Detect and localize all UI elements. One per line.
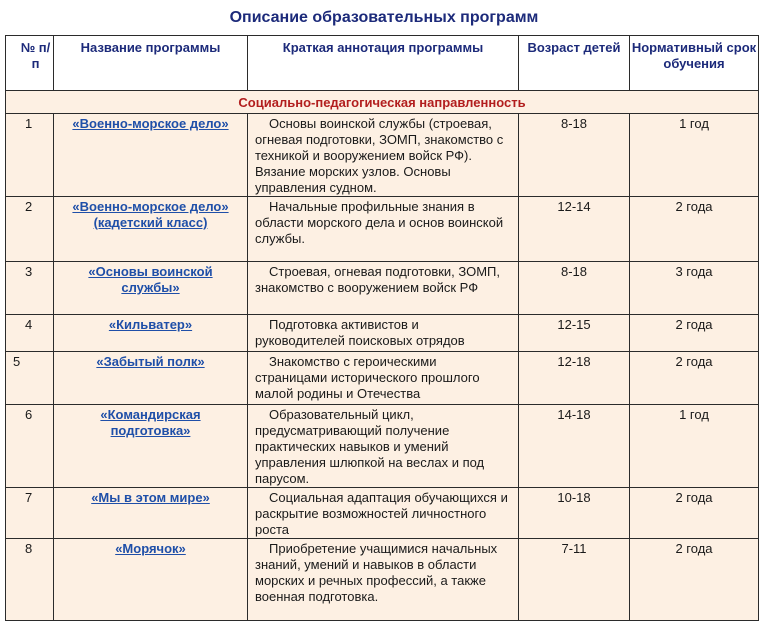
row-number: 5 [6,352,54,405]
table-row [6,262,759,315]
table-row [6,488,759,539]
program-link[interactable]: «Военно-морское дело» [72,116,229,131]
table-row [6,352,759,405]
program-link[interactable]: «Забытый полк» [96,354,205,369]
study-term: 1 год [630,114,759,197]
table-row [6,405,759,488]
row-number: 8 [6,539,54,621]
age-range: 12-14 [519,197,630,262]
section-title: Социально-педагогическая направленность [238,95,526,110]
age-range: 12-15 [519,315,630,352]
age-range: 12-18 [519,352,630,405]
program-link[interactable]: «Мы в этом мире» [91,490,210,505]
column-header-age: Возраст детей [519,36,630,91]
study-term: 2 года [630,315,759,352]
program-annotation: Приобретение учащимися начальных знаний, умений и навыков в области морских и речных профессий, а также военная подготовка. [255,541,498,604]
program-link[interactable]: «Военно-морское дело» (кадетский класс) [72,199,229,230]
table-row [6,114,759,197]
section-row [6,91,759,114]
study-term: 2 года [630,488,759,539]
program-annotation: Образовательный цикл, предусматривающий получение практических навыков и умений управления шлюпкой на веслах и под парусом. [255,407,485,486]
programs-table [5,35,759,621]
age-range: 8-18 [519,262,630,315]
study-term: 2 года [630,197,759,262]
program-annotation: Подготовка активистов и руководителей поисковых отрядов [255,317,465,348]
table-row [6,315,759,352]
row-number: 2 [6,197,54,262]
program-link[interactable]: «Основы воинской службы» [88,264,213,295]
program-link[interactable]: «Командирская подготовка» [100,407,201,438]
study-term: 2 года [630,539,759,621]
age-range: 7-11 [519,539,630,621]
row-number: 1 [6,114,54,197]
program-annotation: Основы воинской службы (строевая, огневая подготовки, ЗОМП, знакомство с техникой и вооружением войск РФ). Вязание морских узлов. Основы управления судном. [255,116,504,195]
row-number: 7 [6,488,54,539]
column-header-name: Название программы [54,36,248,91]
program-annotation: Знакомство с героическими страницами исторического прошлого малой родины и Отечества [255,354,480,401]
row-number: 3 [6,262,54,315]
program-link[interactable]: «Кильватер» [108,317,193,332]
row-number: 6 [6,405,54,488]
program-link[interactable]: «Морячок» [115,541,186,556]
study-term: 3 года [630,262,759,315]
study-term: 1 год [630,405,759,488]
age-range: 8-18 [519,114,630,197]
column-header-num: № п/п [6,36,54,91]
column-header-annotation: Краткая аннотация программы [248,36,519,91]
page-title: Описание образовательных программ [229,9,539,26]
program-annotation: Начальные профильные знания в области морского дела и основ воинской службы. [255,199,504,246]
table-row [6,539,759,621]
program-annotation: Строевая, огневая подготовки, ЗОМП, знакомство с вооружением войск РФ [255,264,500,295]
age-range: 10-18 [519,488,630,539]
age-range: 14-18 [519,405,630,488]
row-number: 4 [6,315,54,352]
program-annotation: Социальная адаптация обучающихся и раскрытие возможностей личностного роста [255,490,508,537]
column-header-term: Нормативный срок обучения [630,36,759,91]
table-header-row [6,36,759,91]
study-term: 2 года [630,352,759,405]
table-row [6,197,759,262]
